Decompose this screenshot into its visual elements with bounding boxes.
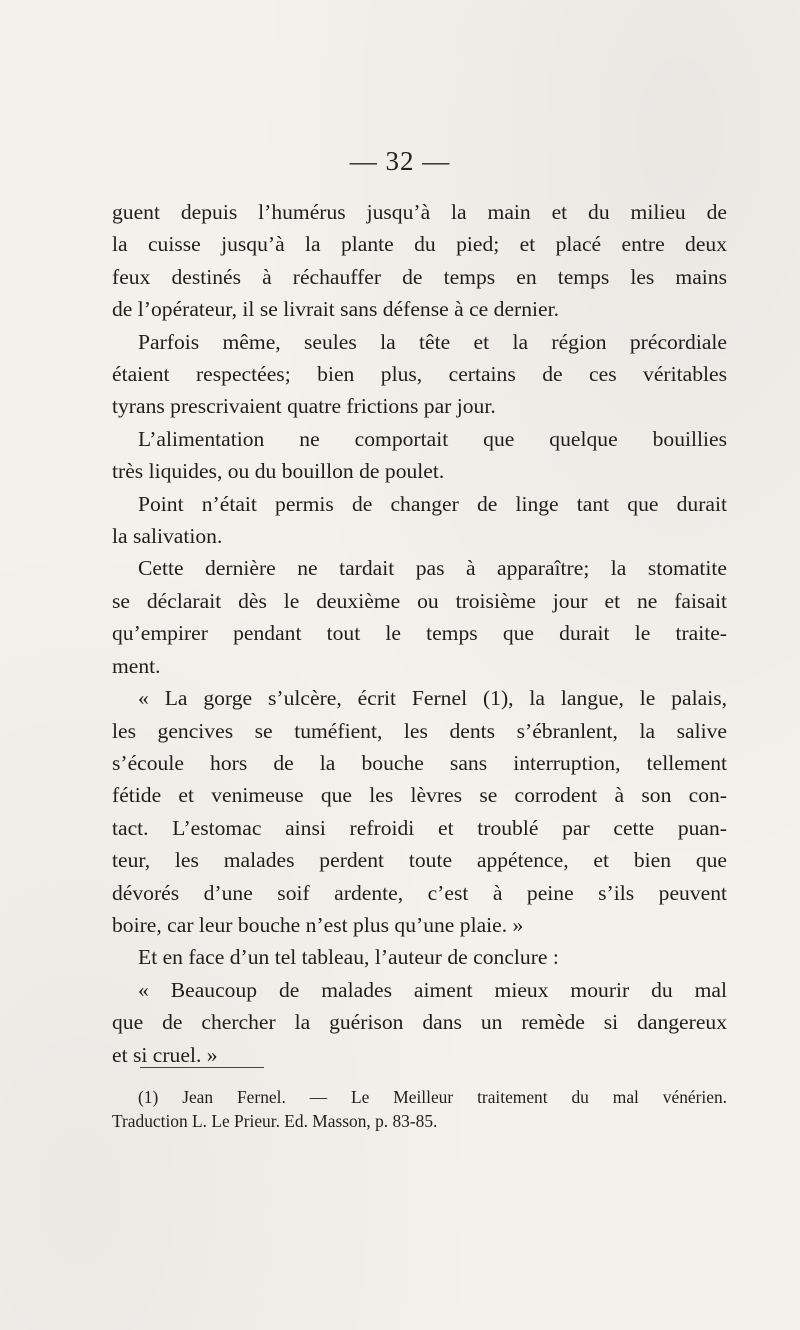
text-line: boire, car leur bouche n’est plus qu’une plaie. » (112, 912, 524, 937)
text-line: tact. L’estomac ainsi refroidi et troublé par cette puan- (112, 815, 727, 840)
text-line: Et en face d’un tel tableau, l’auteur de conclure : (138, 945, 559, 970)
text-line: dévorés d’une soif ardente, c’est à peine s’ils peuvent (112, 880, 727, 905)
text-line: très liquides, ou du bouillon de poulet. (112, 459, 445, 484)
text-line: « Beaucoup de malades aiment mieux mourir du mal (138, 977, 727, 1002)
text-line: « La gorge s’ulcère, écrit Fernel (1), la langue, le palais, (138, 686, 727, 711)
text-line: feux destinés à réchauffer de temps en temps les mains (112, 264, 727, 289)
text-line: la cuisse jusqu’à la plante du pied; et placé entre deux (112, 232, 727, 257)
footnote-divider (140, 1067, 264, 1068)
footnote-line: (1) Jean Fernel. — Le Meilleur traitement du mal vénérien. (138, 1087, 727, 1107)
text-line: fétide et venimeuse que les lèvres se corrodent à son con- (112, 783, 727, 808)
footnote (112, 1085, 727, 1133)
text-line: étaient respectées; bien plus, certains de ces véritables (112, 362, 727, 387)
text-line: de l’opérateur, il se livrait sans défense à ce dernier. (112, 297, 560, 322)
text-line: la salivation. (112, 524, 223, 549)
text-line: teur, les malades perdent toute appétence, et bien que (112, 848, 727, 873)
page-number: — 32 — (349, 146, 451, 176)
text-line: se déclarait dès le deuxième ou troisième jour et ne faisait (112, 588, 727, 613)
text-line: que de chercher la guérison dans un remède si dangereux (112, 1010, 727, 1035)
text-line: L’alimentation ne comportait que quelque bouillies (138, 426, 727, 451)
text-line: qu’empirer pendant tout le temps que durait le traite- (112, 621, 727, 646)
text-line: et si cruel. » (112, 1042, 218, 1067)
text-line: s’écoule hors de la bouche sans interruption, tellement (112, 750, 727, 775)
text-line: guent depuis l’humérus jusqu’à la main et du milieu de (112, 200, 727, 224)
text-line: ment. (112, 653, 161, 678)
footnote-line: Traduction L. Le Prieur. Ed. Masson, p. 83-85. (112, 1111, 438, 1131)
text-line: les gencives se tuméfient, les dents s’ébranlent, la salive (112, 718, 727, 743)
body-text (112, 196, 727, 1071)
text-line: Parfois même, seules la tête et la région précordiale (138, 329, 727, 354)
text-line: Cette dernière ne tardait pas à apparaître; la stomatite (138, 556, 727, 581)
text-line: tyrans prescrivaient quatre frictions par jour. (112, 394, 496, 419)
text-line: Point n’était permis de changer de linge tant que durait (138, 491, 727, 516)
